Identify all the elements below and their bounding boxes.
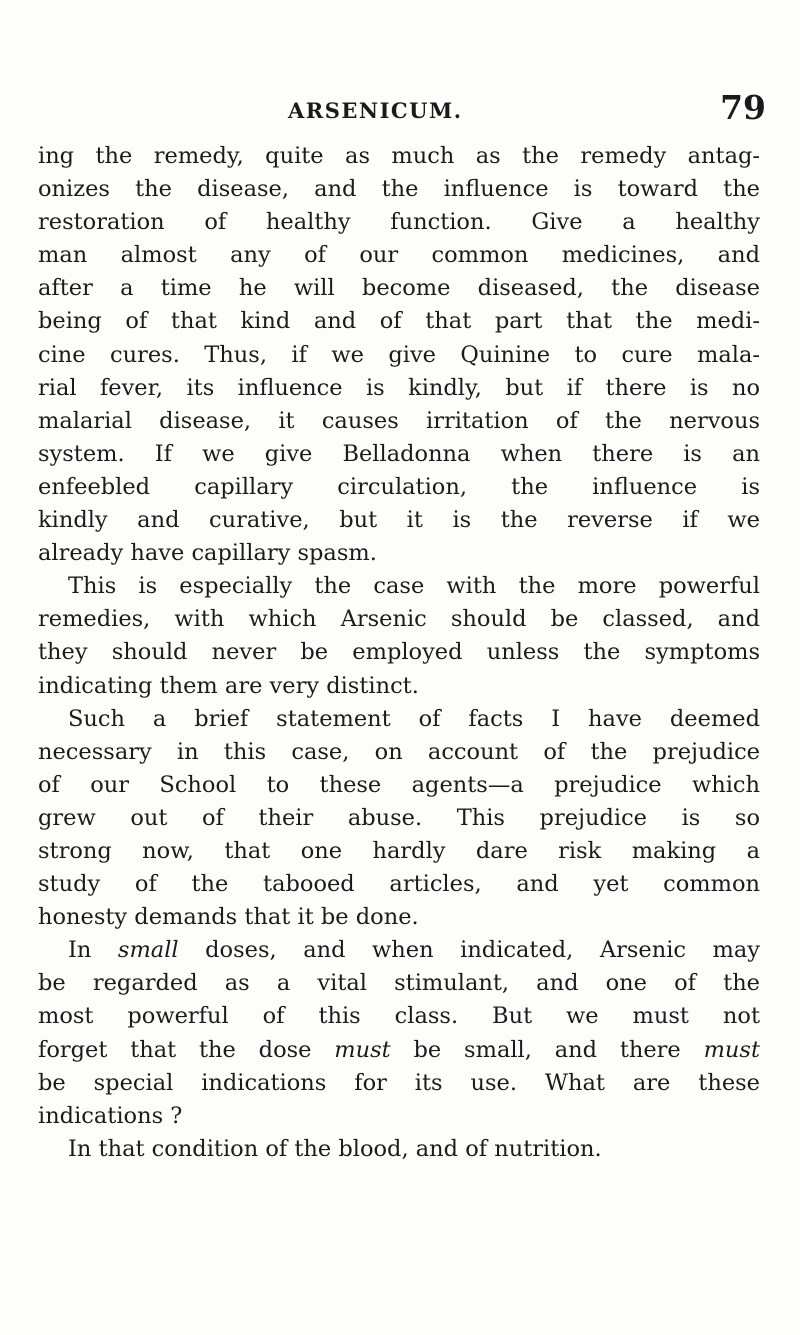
text-line: of our School to these agents—a prejudice which	[38, 771, 760, 798]
text-line: they should never be employed unless the symptoms	[38, 639, 760, 666]
italic-word: must	[334, 1036, 391, 1063]
paragraph	[38, 570, 760, 702]
text-line: be regarded as a vital stimulant, and one of the	[38, 970, 760, 997]
text-line: kindly and curative, but it is the reverse if we	[38, 507, 760, 534]
text-line: necessary in this case, on account of the prejudice	[38, 738, 760, 765]
text-line: already have capillary spasm.	[38, 540, 377, 567]
text-line: man almost any of our common medicines, and	[38, 242, 760, 269]
paragraph	[38, 140, 760, 570]
text-line: Such a brief statement of facts I have deemed	[68, 705, 760, 732]
text-line: after a time he will become diseased, the disease	[38, 275, 760, 302]
text-line: system. If we give Belladonna when there is an	[38, 440, 760, 467]
running-header	[38, 88, 772, 132]
text-line: onizes the disease, and the influence is toward the	[38, 176, 760, 203]
text-line: enfeebled capillary circulation, the influence is	[38, 473, 760, 500]
page-number: 79	[720, 88, 766, 127]
text-line: malarial disease, it causes irritation of the nervous	[38, 407, 760, 434]
paragraph	[38, 1133, 760, 1166]
text-line: most powerful of this class. But we must not	[38, 1003, 760, 1030]
running-title: ARSENICUM.	[288, 98, 463, 123]
text-line: indicating them are very distinct.	[38, 672, 419, 699]
italic-word: small	[117, 937, 179, 964]
text-line: ing the remedy, quite as much as the remedy antag-	[38, 143, 760, 169]
text-line: rial fever, its influence is kindly, but if there is no	[38, 374, 760, 401]
text-line: indications ?	[38, 1102, 183, 1129]
text-line: cine cures. Thus, if we give Quinine to cure mala-	[38, 341, 760, 368]
italic-word: must	[703, 1036, 760, 1063]
text-line: This is especially the case with the more powerful	[68, 573, 760, 600]
text-line: study of the tabooed articles, and yet common	[38, 871, 760, 898]
paragraph	[38, 934, 760, 1133]
body-text	[38, 140, 760, 1166]
text-line: forget that the dose must be small, and there must	[38, 1036, 760, 1063]
text-line: grew out of their abuse. This prejudice is so	[38, 804, 760, 831]
text-line: remedies, with which Arsenic should be classed, and	[38, 606, 760, 633]
paragraph	[38, 703, 760, 935]
text-line: strong now, that one hardly dare risk making a	[38, 837, 760, 864]
text-line: being of that kind and of that part that the medi-	[38, 308, 760, 335]
text-line: restoration of healthy function. Give a healthy	[38, 209, 760, 236]
text-line: In that condition of the blood, and of nutrition.	[68, 1135, 602, 1162]
text-line: be special indications for its use. What are these	[38, 1069, 760, 1096]
text-line: In small doses, and when indicated, Arsenic may	[68, 937, 761, 964]
text-line: honesty demands that it be done.	[38, 904, 419, 931]
